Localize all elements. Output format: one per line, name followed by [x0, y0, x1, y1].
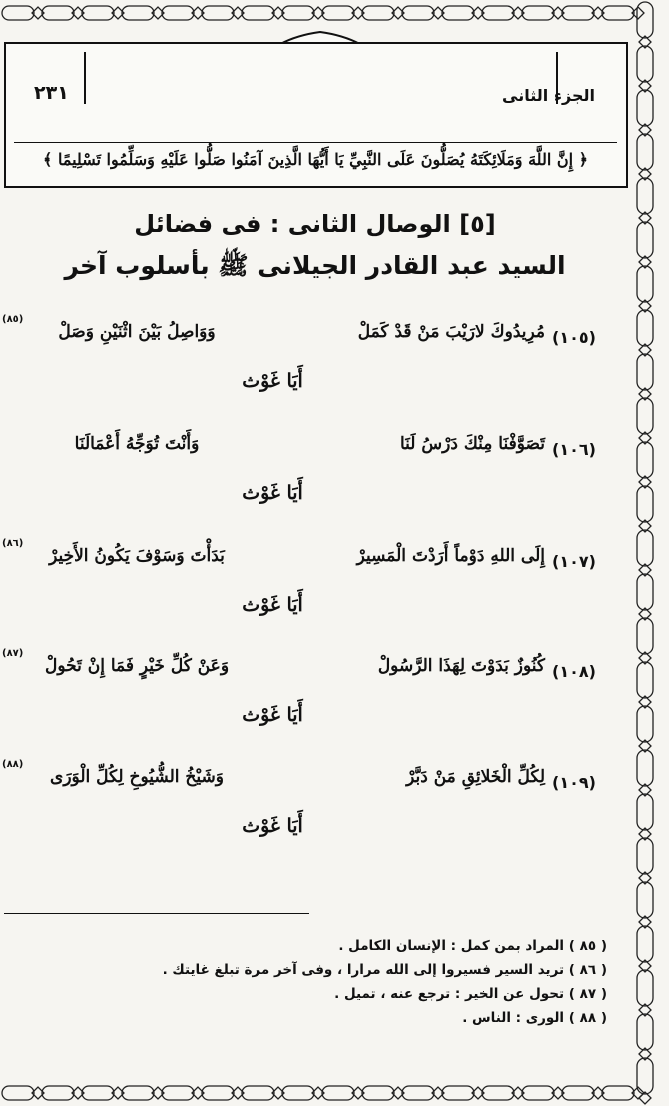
footnote: ( ٨٧ ) تحول عن الخير : ترجع عنه ، تميل .	[334, 986, 607, 1002]
stanza-number: (١٠٧)	[552, 552, 596, 571]
footnote-marker: (٨٧)	[2, 648, 24, 659]
first-hemistich: تَصَوَّفْنَا مِنْكَ دَرْسُ لَنَا	[399, 434, 545, 454]
quran-verse-banner: ﴿ إِنَّ اللَّهَ وَمَلَائِكَتَهُ يُصَلُّونَ عَلَى النَّبِيِّ يَا أَيُّهَا الَّذِينَ آمَنُوا صَلُّوا عَلَيْهِ وَسَلِّمُوا تَسْلِيمًا ﴾	[14, 142, 617, 175]
stanza-number: (١٠٥)	[552, 328, 596, 347]
second-hemistich: بَدَأْتَ وَسَوْفَ يَكُونُ الأَخِيرْ	[49, 546, 225, 566]
footnote: ( ٨٦ ) تريد السير فسيروا إلى الله مرارا ، وفى آخر مرة تبلغ غايتك .	[162, 962, 607, 978]
first-hemistich: لِكُلِّ الْخَلائِقِ مَنْ دَبَّرْ	[406, 767, 545, 787]
second-hemistich: وَأَنْتَ تُوَجِّهُ أَعْمَالَنَا	[74, 434, 200, 454]
refrain: أَيَا غَوْث	[242, 370, 303, 392]
footnote-marker: (٨٨)	[2, 759, 24, 770]
first-hemistich: كُنُوزٌ بَدَوْتَ لِهَذَا الرَّسُولْ	[377, 656, 545, 676]
page-number: ٢٣١	[34, 82, 69, 104]
section-title-line2: السيد عبد القادر الجيلانى ﷺ بأسلوب آخر	[64, 251, 566, 280]
first-hemistich: إِلَى اللهِ دَوْماً أَرَدْتَ الْمَسِيرْ	[356, 546, 545, 566]
refrain: أَيَا غَوْث	[242, 704, 303, 726]
first-hemistich: مُرِيدُوكَ لارَيْبَ مَنْ قَدْ كَمَلْ	[357, 322, 545, 342]
stanza-number: (١٠٩)	[552, 773, 596, 792]
footnote: ( ٨٨ ) الورى : الناس .	[462, 1010, 607, 1026]
refrain: أَيَا غَوْث	[242, 594, 303, 616]
stanza-number: (١٠٨)	[552, 662, 596, 681]
refrain: أَيَا غَوْث	[242, 815, 303, 837]
footnote-marker: (٨٥)	[2, 314, 24, 325]
refrain: أَيَا غَوْث	[242, 482, 303, 504]
header-divider-left	[84, 52, 86, 104]
second-hemistich: وَوَاصِلُ بَيْنَ اثْنَيْنِ وَصَلْ	[58, 322, 216, 342]
second-hemistich: وَشَيْخُ الشُّيُوخِ لِكُلِّ الْوَرَى	[50, 767, 224, 787]
footnote: ( ٨٥ ) المراد بمن كمل : الإنسان الكامل .	[338, 938, 607, 954]
section-title-line1: [٥] الوصال الثانى : فى فضائل	[134, 210, 496, 238]
stanza-number: (١٠٦)	[552, 440, 596, 459]
footnote-rule	[4, 913, 309, 914]
footnote-marker: (٨٦)	[2, 538, 24, 549]
second-hemistich: وَعَنْ كُلِّ خَيْرٍ فَمَا إِنْ تَحُولْ	[44, 656, 230, 676]
part-label: الجزء الثانى	[502, 86, 595, 105]
